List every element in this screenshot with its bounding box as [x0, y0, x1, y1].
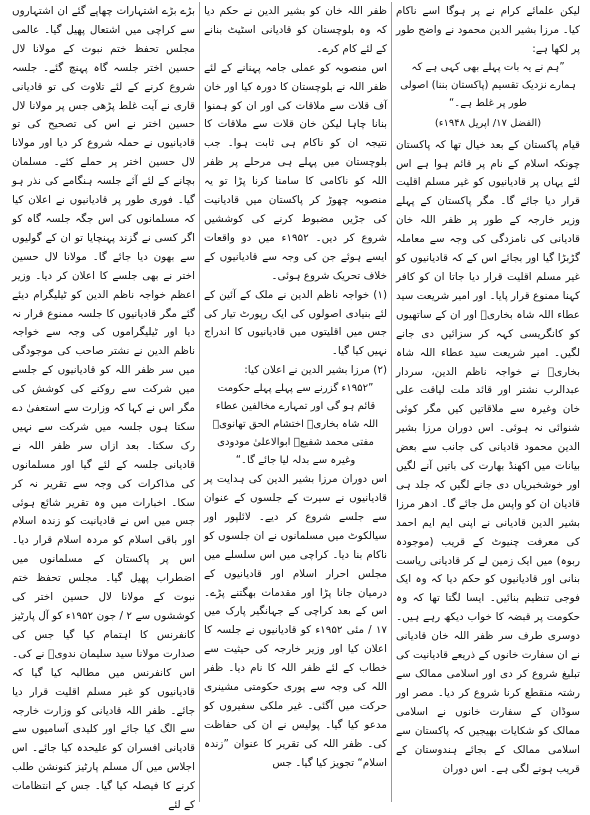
column-right — [392, 2, 584, 802]
paragraph: اس دوران مرزا بشیر الدین کی ہدایت پر قادیانیوں نے سیرت کے جلسوں کے عنوان سے جلسے شروع کر دیے۔ لائلپور اور سیالکوٹ میں مسلمانوں نے ان جلسوں کو ناکام بنا دیا۔ کراچی میں اس سلسلے میں مجلس احرار اسلام اور قادیانیوں کے درمیان جانا پڑا اور مقدمات بھگتنے پڑے۔ اس کے بعد کراچی کے جہانگیر پارک میں ۱۷ / مئی ۱۹۵۲ء کو قادیانیوں نے جلسہ کا اعلان کیا اور وزیر خارجہ کی حیثیت سے خطاب کے لئے ظفر اللہ کا نام دیا۔ ظفر اللہ کی وجہ سے پوری حکومتی مشینری حرکت میں آگئی۔ غیر ملکی سفیروں کو مدعو کیا گیا۔ پولیس نے ان کی حفاظت کی۔ ظفر اللہ کی تقریر کا عنوان ”زندہ اسلام“ تجویز کیا گیا۔ جس — [204, 473, 387, 769]
paragraph: (۱) خواجہ ناظم الدین نے ملک کے آئین کے لئے بنیادی اصولوں کی ایک رپورٹ تیار کی جس میں اقلیتوں میں قادیانیوں کا اندراج نہیں کیا گیا۔ — [204, 288, 387, 358]
column-left — [8, 2, 200, 812]
quoted-text: ”۱۹۵۲ء گزرنے سے پہلے پہلے حکومت قائم ہو گی اور تمہارے مخالفین عطاء اللہ شاہ بخاریؒ اختشام الحق تھانویؒ مفتی محمد شفیعؒ ابوالاعلیٰ مودودی وغیرہ سے بدلہ لیا جائے گا۔“ — [212, 383, 379, 467]
column-middle — [200, 2, 392, 802]
paragraph: قیام پاکستان کے بعد خیال تھا کہ پاکستان چونکہ اسلام کے نام پر قائم ہوا ہے اس لئے یہاں پر قادیانیوں کو غیر مسلم اقلیت قرار دیا جائے گا۔ مگر پاکستان کے پہلے وزیر خارجہ کے طور پر ظفر اللہ خان قادیانی کی نامزدگی کی وجہ سے معاملہ گڑبڑا گیا اور بجائے اس کے کہ قادیانیوں کو غیر مسلم اقلیت قرار دیا جاتا ان کو کافر کہنا ممنوع قرار پایا۔ اور امیر شریعت سید عطاء اللہ شاہ بخاریؒ اور ان کے ساتھیوں کو کانگریسی کہہ کر سزائیں دی جانے لگیں۔ امیر شریعت سید عطاء اللہ شاہ بخاریؒ نے خواجہ ناظم الدین، سردار عبدالرب نشتر اور قائد ملت لیاقت علی خان وغیرہ سے ملاقاتیں کیں مگر کوئی شنوائی نہ ہوئی۔ اس دوران مرزا بشیر الدین محمود قادیانی کی جانب سے بعض بیانات میں اکھنڈ بھارت کی باتیں آنے لگیں اور خوشخبریاں دی جانے لگیں کہ جلد ہی قادیان ان کو واپس مل جائے گا۔ ادھر مرزا بشیر الدین قادیانی نے اپنی ایم ایم احمد کی معرفت چنیوٹ کے قریب (موجودہ ربوہ) میں ایک زمین لے کر قادیانی ریاست بنانی اور قادیانیوں کو حکم دیا کہ وہ ایک فوجی تنظیم بنائیں۔ ایسا لگتا تھا کہ وہ حکومت پر قبضہ کا خواب دیکھ رہے ہیں۔ دوسری طرف سر ظفر اللہ خان قادیانی نے ان سفارت خانوں کے ذریعے قادیانیت کی تبلیغ شروع کر دی اور اسلامی ممالک سے رشتہ منقطع کرنا شروع کر دیا۔ مصر اور سوڈان کے سفارت خانوں نے اسلامی ممالک کو شکایات بھیجیں کہ پاکستان سے اسلامی ممالک کے بجائے ہندوستان کے قریب ہونے لگی ہے۔ اس دوران — [396, 138, 580, 775]
paragraph: (۲) مرزا بشیر الدین نے اعلان کیا: — [244, 364, 387, 377]
quoted-text: ”ہم نے یہ بات پہلے بھی کہی ہے کہ ہمارے نزدیک تقسیم (پاکستان بننا) اصولی طور پر غلط ہے۔“ — [400, 61, 576, 109]
paragraph: بڑے بڑے اشتہارات چھاپے گئے ان اشتہاروں سے کراچی میں اشتعال پھیل گیا۔ عالمی مجلس تحفظ ختم نبوت کے مولانا لال حسین اختر جلسہ گاہ پہنچ گئے۔ جلسہ شروع کرنے کے لئے تلاوت کی تو قادیانی قاری نے آیت غلط پڑھی جس پر مولانا لال حسین اختر نے اس کی تصحیح کی تو قادیانیوں نے حملہ شروع کر دیا اور مولانا لال حسین اختر پر حملے کئے۔ مسلمان بچانے کے لئے آئے جلسہ ہنگامے کی نذر ہو گیا۔ فوری طور پر قادیانیوں نے اعلان کیا کہ مسلمانوں کی اس جگہ جلسہ گاہ کو اگر کسی نے گزند پہنچایا تو ان کے گولیوں سے بھون دیا جائے گا۔ مولانا لال حسین اختر نے بھی جلسے کا اعلان کر دیا۔ وزیر اعظم خواجہ ناظم الدین کو ٹیلیگرام دیئے گئے مگر قادیانیوں کا جلسہ ممنوع قرار نہ دیا اور ٹیلیگراموں کی وجہ سے خواجہ ناظم الدین نے نشتر صاحب کی موجودگی میں سر ظفر اللہ کو قادیانیوں کے جلسے میں شرکت سے روکنے کی کوشش کی مگر اس نے کہا کہ وزارت سے استعفیٰ دے سکتا ہوں جلسہ میں شرکت سے نہیں رک سکتا۔ بعد ازاں سر ظفر اللہ نے قادیانی جلسہ کے لئے گیا اور مسلمانوں کی مذاکرات کی وجہ سے تقریر نہ کر سکا۔ اخبارات میں وہ تقریر شائع ہوئی جس میں اس نے قادیانیت کو زندہ اسلام اور باقی اسلام کو مردہ اسلام قرار دیا۔ اس پر پاکستان کے مسلمانوں میں اضطراب پھیل گیا۔ مجلس تحفظ ختم نبوت کے مولانا لال حسین اختر کی کوششوں سے ۲ / جون ۱۹۵۲ء کو آل پارٹیز کانفرنس کا اہتمام کیا گیا جس کی صدارت مولانا سید سلیمان ندویؒ نے کی۔ اس کانفرنس میں مطالبہ کیا گیا کہ قادیانیوں کو غیر مسلم اقلیت قرار دیا جائے۔ ظفر اللہ قادیانی کو وزارت خارجہ سے الگ کیا جائے اور کلیدی آسامیوں سے قادیانی افسران کو علیحدہ کیا جائے۔ اس اجلاس میں آل مسلم پارٹیز کنونشن طلب کرنے کا فیصلہ کیا گیا۔ جس کے انتظامات کے لئے — [12, 5, 195, 812]
citation-date: (الفضل ۱۷/ اپریل ۱۹۴۸ء) — [434, 117, 542, 129]
paragraph: ظفر اللہ خان کو بشیر الدین نے حکم دیا کہ وہ بلوچستان کو قادیانی اسٹیٹ بنانے کے لئے کام کرے۔ — [204, 5, 387, 55]
paragraph: اس منصوبہ کو عملی جامہ پہنانے کے لئے ظفر اللہ نے بلوچستان کا دورہ کیا اور خان آف قلات سے ملاقات کی اور ان کو ہمنوا بنانا چاہا لیکن خان قلات سے ملاقات کا نتیجہ ان کو ناکام ہی ثابت ہوا۔ جب بلوچستان میں پہلے ہی مرحلے پر ظفر اللہ کو ناکامی کا سامنا کرنا پڑا تو یہ منصوبہ چھوڑ کر پاکستان میں قادیانیت کی جڑیں مضبوط کرنے کی کوششیں شروع کر دیں۔ ۱۹۵۲ء میں دو واقعات ایسے ہوئے جن کی وجہ سے قادیانیوں کے خلاف تحریک شروع ہوئی۔ — [204, 61, 387, 282]
paragraph: لیکن علمائے کرام نے پر ہوگا اسے ناکام کیا۔ مرزا بشیر الدین محمود نے واضح طور پر لکھا ہے: — [396, 5, 580, 55]
